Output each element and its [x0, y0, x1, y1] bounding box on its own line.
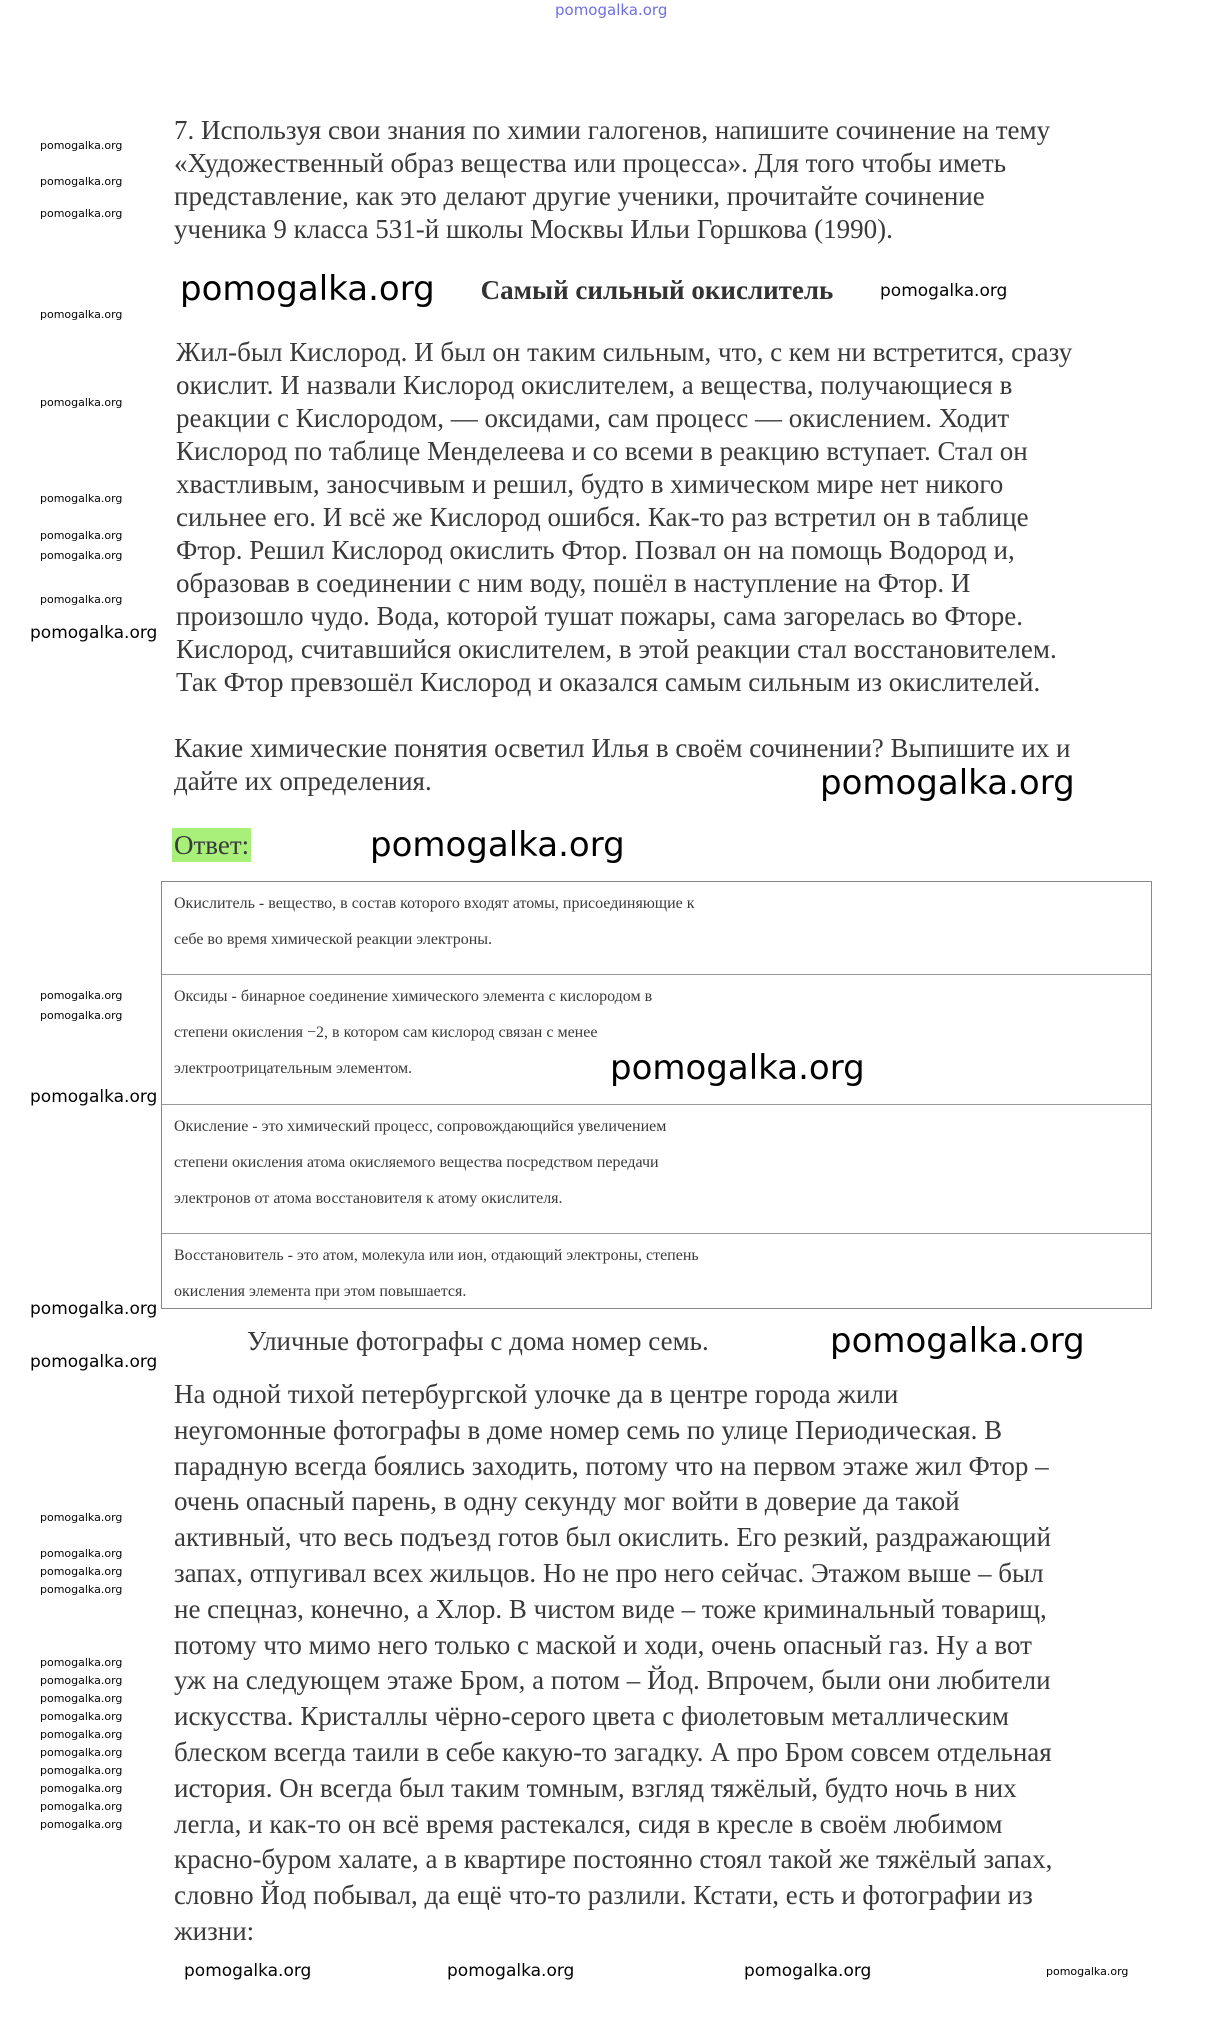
text-line: блеском всегда таили в себе какую-то загадку. А про Бром совсем отдельная: [174, 1736, 1052, 1767]
essay-title: Самый сильный окислитель: [480, 275, 834, 305]
watermark: pomogalka.org: [40, 1511, 123, 1524]
text-line: потому что мимо него только с маской и ходи, очень опасный газ. Ну а вот: [174, 1629, 1032, 1660]
watermark: pomogalka.org: [180, 269, 435, 309]
text-line: история. Он всегда был таким томным, взгляд тяжёлый, будто ночь в них: [174, 1772, 1017, 1803]
watermark: pomogalka.org: [40, 1728, 123, 1741]
text-line: электроотрицательным элементом.: [174, 1060, 413, 1077]
text-line: красно-буром халате, а в квартире постоянно стоял такой же тяжёлый запах,: [174, 1844, 1053, 1875]
watermark: pomogalka.org: [40, 593, 123, 606]
text-line: Окислитель - вещество, в состав которого входят атомы, присоединяющие к: [174, 895, 695, 912]
text-line: образовав в соединении с ним воду, пошёл в наступление на Фтор. И: [176, 568, 971, 598]
watermark: pomogalka.org: [370, 825, 625, 865]
text-line: окислит. И назвали Кислород окислителем, а вещества, получающиеся в: [176, 370, 1013, 400]
watermark: pomogalka.org: [40, 529, 123, 542]
text-line: Кислород по таблице Менделеева и со всеми в реакцию вступает. Стал он: [176, 436, 1028, 466]
watermark: pomogalka.org: [30, 1087, 158, 1107]
text-line: Оксиды - бинарное соединение химического элемента с кислородом в: [174, 988, 653, 1005]
story-text: [174, 1377, 1052, 1950]
watermark: pomogalka.org: [40, 1746, 123, 1759]
text-line: очень опасный парень, в одну секунду мог войти в доверие да такой: [174, 1486, 960, 1517]
watermark-top: pomogalka.org: [555, 1, 668, 19]
text-line: словно Йод побывал, да ещё что-то разлили. Кстати, есть и фотографии из: [174, 1880, 1033, 1911]
text-line: Так Фтор превзошёл Кислород и оказался самым сильным из окислителей.: [176, 667, 1041, 697]
watermark: pomogalka.org: [40, 1674, 123, 1687]
text-line: дайте их определения.: [174, 766, 432, 796]
story-title: Уличные фотографы с дома номер семь.: [247, 1326, 709, 1356]
watermark: pomogalka.org: [820, 763, 1075, 803]
text-line: активный, что весь подъезд готов был окислить. Его резкий, раздражающий: [174, 1522, 1051, 1553]
text-line: электронов от атома восстановителя к атому окислителя.: [174, 1190, 563, 1207]
watermark: pomogalka.org: [880, 281, 1008, 301]
text-line: запах, отпугивал всех жильцов. Но не про него сейчас. Этажом выше – был: [174, 1557, 1044, 1588]
text-line: Фтор. Решил Кислород окислить Фтор. Позвал он на помощь Водород и,: [176, 535, 1015, 565]
text-line: На одной тихой петербургской улочке да в центре города жили: [174, 1379, 899, 1409]
watermark: pomogalka.org: [30, 1352, 158, 1372]
watermark: pomogalka.org: [40, 308, 123, 321]
watermark: pomogalka.org: [40, 1565, 123, 1578]
watermark: pomogalka.org: [30, 623, 158, 643]
text-line: степени окисления атома окисляемого вещества посредством передачи: [174, 1154, 659, 1171]
watermark: pomogalka.org: [610, 1048, 865, 1088]
watermark: pomogalka.org: [40, 396, 123, 409]
watermark: pomogalka.org: [40, 1764, 123, 1777]
text-line: не спецназ, конечно, а Хлор. В чистом виде – тоже криминальный товарищ,: [174, 1593, 1047, 1624]
text-line: жизни:: [174, 1915, 255, 1946]
watermark: pomogalka.org: [40, 139, 123, 152]
definition-row: [162, 1233, 1151, 1308]
text-line: представление, как это делают другие ученики, прочитайте сочинение: [174, 181, 985, 211]
text-line: Окисление - это химический процесс, сопровождающийся увеличением: [174, 1118, 667, 1135]
text-line: уж на следующем этаже Бром, а потом – Йод. Впрочем, были они любители: [174, 1665, 1051, 1696]
task-paragraph: [174, 114, 1050, 246]
watermark: pomogalka.org: [830, 1321, 1085, 1361]
text-line: Восстановитель - это атом, молекула или ион, отдающий электроны, степень: [174, 1247, 699, 1264]
watermark: pomogalka.org: [40, 207, 123, 220]
text-line: хвастливым, заносчивым и решил, будто в химическом мире нет никого: [176, 469, 1004, 499]
watermark: pomogalka.org: [184, 1961, 312, 1981]
watermark: pomogalka.org: [40, 1009, 123, 1022]
watermark: pomogalka.org: [40, 492, 123, 505]
text-line: Какие химические понятия осветил Илья в своём сочинении? Выпишите их и: [174, 733, 1071, 763]
text-line: Жил-был Кислород. И был он таким сильным, что, с кем ни встретится, сразу: [176, 337, 1073, 367]
watermark: pomogalka.org: [744, 1961, 872, 1981]
watermark: pomogalka.org: [40, 1656, 123, 1669]
watermark: pomogalka.org: [40, 1547, 123, 1560]
text-line: неугомонные фотографы в доме номер семь по улице Периодическая. В: [174, 1414, 1003, 1445]
watermark: pomogalka.org: [40, 1800, 123, 1813]
text-line: ученика 9 класса 531-й школы Москвы Ильи Горшкова (1990).: [174, 214, 893, 244]
watermark: pomogalka.org: [40, 1583, 123, 1596]
watermark: pomogalka.org: [30, 1299, 158, 1319]
answer-label: Ответ:: [174, 830, 250, 860]
watermark: pomogalka.org: [1046, 1965, 1129, 1978]
text-line: искусства. Кристаллы чёрно-серого цвета с фиолетовым металлическим: [174, 1701, 1009, 1732]
text-line: степени окисления −2, в котором сам кислород связан с менее: [174, 1024, 598, 1041]
watermark: pomogalka.org: [40, 1710, 123, 1723]
text-line: Кислород, считавшийся окислителем, в этой реакции стал восстановителем.: [176, 634, 1057, 664]
watermark: pomogalka.org: [40, 1692, 123, 1705]
text-line: реакции с Кислородом, — оксидами, сам процесс — окислением. Ходит: [176, 403, 1010, 433]
text-line: парадную всегда боялись заходить, потому что на первом этаже жил Фтор –: [174, 1450, 1049, 1481]
text-line: легла, и как-то он всё время растекался, сидя в кресле в своём любимом: [174, 1808, 1003, 1839]
watermark: pomogalka.org: [40, 549, 123, 562]
essay-text: [176, 336, 1072, 699]
watermark: pomogalka.org: [40, 1782, 123, 1795]
watermark: pomogalka.org: [40, 1818, 123, 1831]
watermark: pomogalka.org: [447, 1961, 575, 1981]
text-line: сильнее его. И всё же Кислород ошибся. Как-то раз встретил он в таблице: [176, 502, 1029, 532]
text-line: себе во время химической реакции электроны.: [174, 931, 493, 948]
definitions-table: [161, 881, 1152, 1309]
watermark: pomogalka.org: [40, 175, 123, 188]
text-line: 7. Используя свои знания по химии галогенов, напишите сочинение на тему: [174, 115, 1051, 145]
text-line: окисления элемента при этом повышается.: [174, 1283, 467, 1300]
watermark: pomogalka.org: [40, 989, 123, 1002]
definition-row: [162, 1104, 1151, 1233]
definition-row: [162, 882, 1151, 974]
text-line: «Художественный образ вещества или процесса». Для того чтобы иметь: [174, 148, 1007, 178]
text-line: произошло чудо. Вода, которой тушат пожары, сама загорелась во Фторе.: [176, 601, 1023, 631]
